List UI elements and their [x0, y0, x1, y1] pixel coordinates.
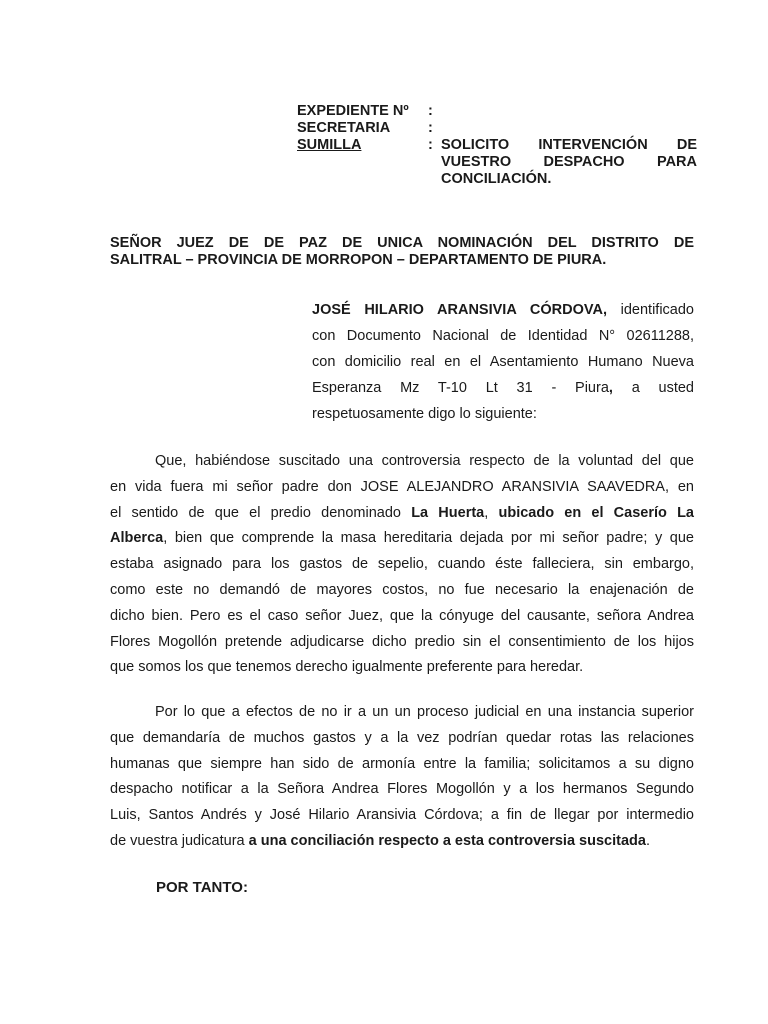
conciliation-request: a una conciliación respecto a esta controversia suscitada	[248, 832, 646, 849]
p2-line-1: Por lo que a efectos de no ir a un un proceso judicial en una instancia superior	[155, 704, 694, 720]
p1-line-3-sep: ,	[484, 504, 489, 521]
property-location: ubicado en el Caserío La	[498, 504, 694, 521]
sumilla-value	[441, 137, 697, 188]
p1-line-8: Flores Mogollón pretende adjudicarse dicho predio sin el consentimiento de los hijos	[110, 633, 694, 650]
p1-line-3	[110, 501, 694, 527]
intro-line-1	[312, 297, 694, 323]
p2-line-6	[110, 829, 694, 855]
p1-line-9: que somos los que tenemos derecho igualmente preferente para heredar.	[110, 659, 584, 676]
secretaria-colon: :	[428, 120, 433, 136]
p2-line-6-a: de vuestra judicatura	[110, 832, 245, 849]
expediente-label: EXPEDIENTE Nº	[297, 103, 409, 119]
expediente-colon: :	[428, 103, 433, 119]
intro-line-4	[312, 375, 694, 401]
addressee-line-1: SEÑOR JUEZ DE DE PAZ DE UNICA NOMINACIÓN DEL DISTRITO DE	[110, 235, 694, 251]
p2-line-3: humanas que siempre han sido de armonía entre la familia; solicitamos a su digno	[110, 755, 694, 772]
p1-line-7: dicho bien. Pero es el caso señor Juez, que la cónyuge del causante, señora Andrea	[110, 607, 694, 624]
sumilla-row	[297, 137, 697, 188]
sumilla-colon: :	[428, 137, 433, 153]
intro-line-1-rest: identificado	[620, 302, 694, 318]
p1-line-1: Que, habiéndose suscitado una controversia respecto de la voluntad del que	[155, 453, 694, 469]
intro-line-4-a: Esperanza Mz T-10 Lt 31 - Piura	[312, 380, 609, 396]
body-paragraph-1	[110, 449, 694, 681]
intro-line-4-comma: ,	[608, 380, 613, 396]
secretaria-row	[297, 120, 697, 137]
property-location-end: Alberca	[110, 530, 164, 547]
p2-line-5: Luis, Santos Andrés y José Hilario Aransivia Córdova; a fin de llegar por intermedio	[110, 807, 694, 824]
intro-line-3: con domicilio real en el Asentamiento Humano Nueva	[312, 354, 694, 370]
petitioner-name: JOSÉ HILARIO ARANSIVIA CÓRDOVA,	[312, 302, 607, 318]
p2-line-4: despacho notificar a la Señora Andrea Flores Mogollón y a los hermanos Segundo	[110, 781, 694, 798]
intro-paragraph	[312, 297, 694, 427]
sumilla-line-3: CONCILIACIÓN.	[441, 171, 552, 187]
p1-line-6: como este no demandó de mayores costos, no fue necesario la enajenación de	[110, 581, 694, 598]
p1-line-3-a: el sentido de que el predio denominado	[110, 504, 401, 521]
expediente-row	[297, 103, 697, 120]
p2-line-6-end: .	[645, 832, 650, 849]
p1-line-5: estaba asignado para los gastos de sepelio, cuando éste falleciera, sin embargo,	[110, 556, 694, 573]
body-paragraph-2	[110, 700, 694, 855]
case-header	[297, 103, 697, 188]
p1-line-2: en vida fuera mi señor padre don JOSE ALEJANDRO ARANSIVIA SAAVEDRA, en	[110, 478, 694, 495]
p1-line-4-rest: , bien que comprende la masa hereditaria dejada por mi señor padre; y que	[163, 530, 694, 547]
p1-line-4	[110, 526, 694, 552]
intro-line-2: con Documento Nacional de Identidad N° 02611288,	[312, 328, 694, 344]
sumilla-line-1: SOLICITO INTERVENCIÓN DE	[441, 137, 697, 153]
addressee	[110, 235, 694, 269]
sumilla-line-2: VUESTRO DESPACHO PARA	[441, 154, 697, 170]
intro-line-5: respetuosamente digo lo siguiente:	[312, 406, 537, 422]
closing-por-tanto: POR TANTO:	[156, 879, 248, 896]
intro-line-4-b: a usted	[631, 380, 694, 396]
property-name: La Huerta	[411, 504, 485, 521]
addressee-line-2: SALITRAL – PROVINCIA DE MORROPON – DEPARTAMENTO DE PIURA.	[110, 252, 607, 268]
p2-line-2: que demandaría de muchos gastos y a la vez podrían quedar rotas las relaciones	[110, 729, 694, 746]
secretaria-label: SECRETARIA	[297, 120, 391, 136]
sumilla-label: SUMILLA	[297, 137, 362, 153]
